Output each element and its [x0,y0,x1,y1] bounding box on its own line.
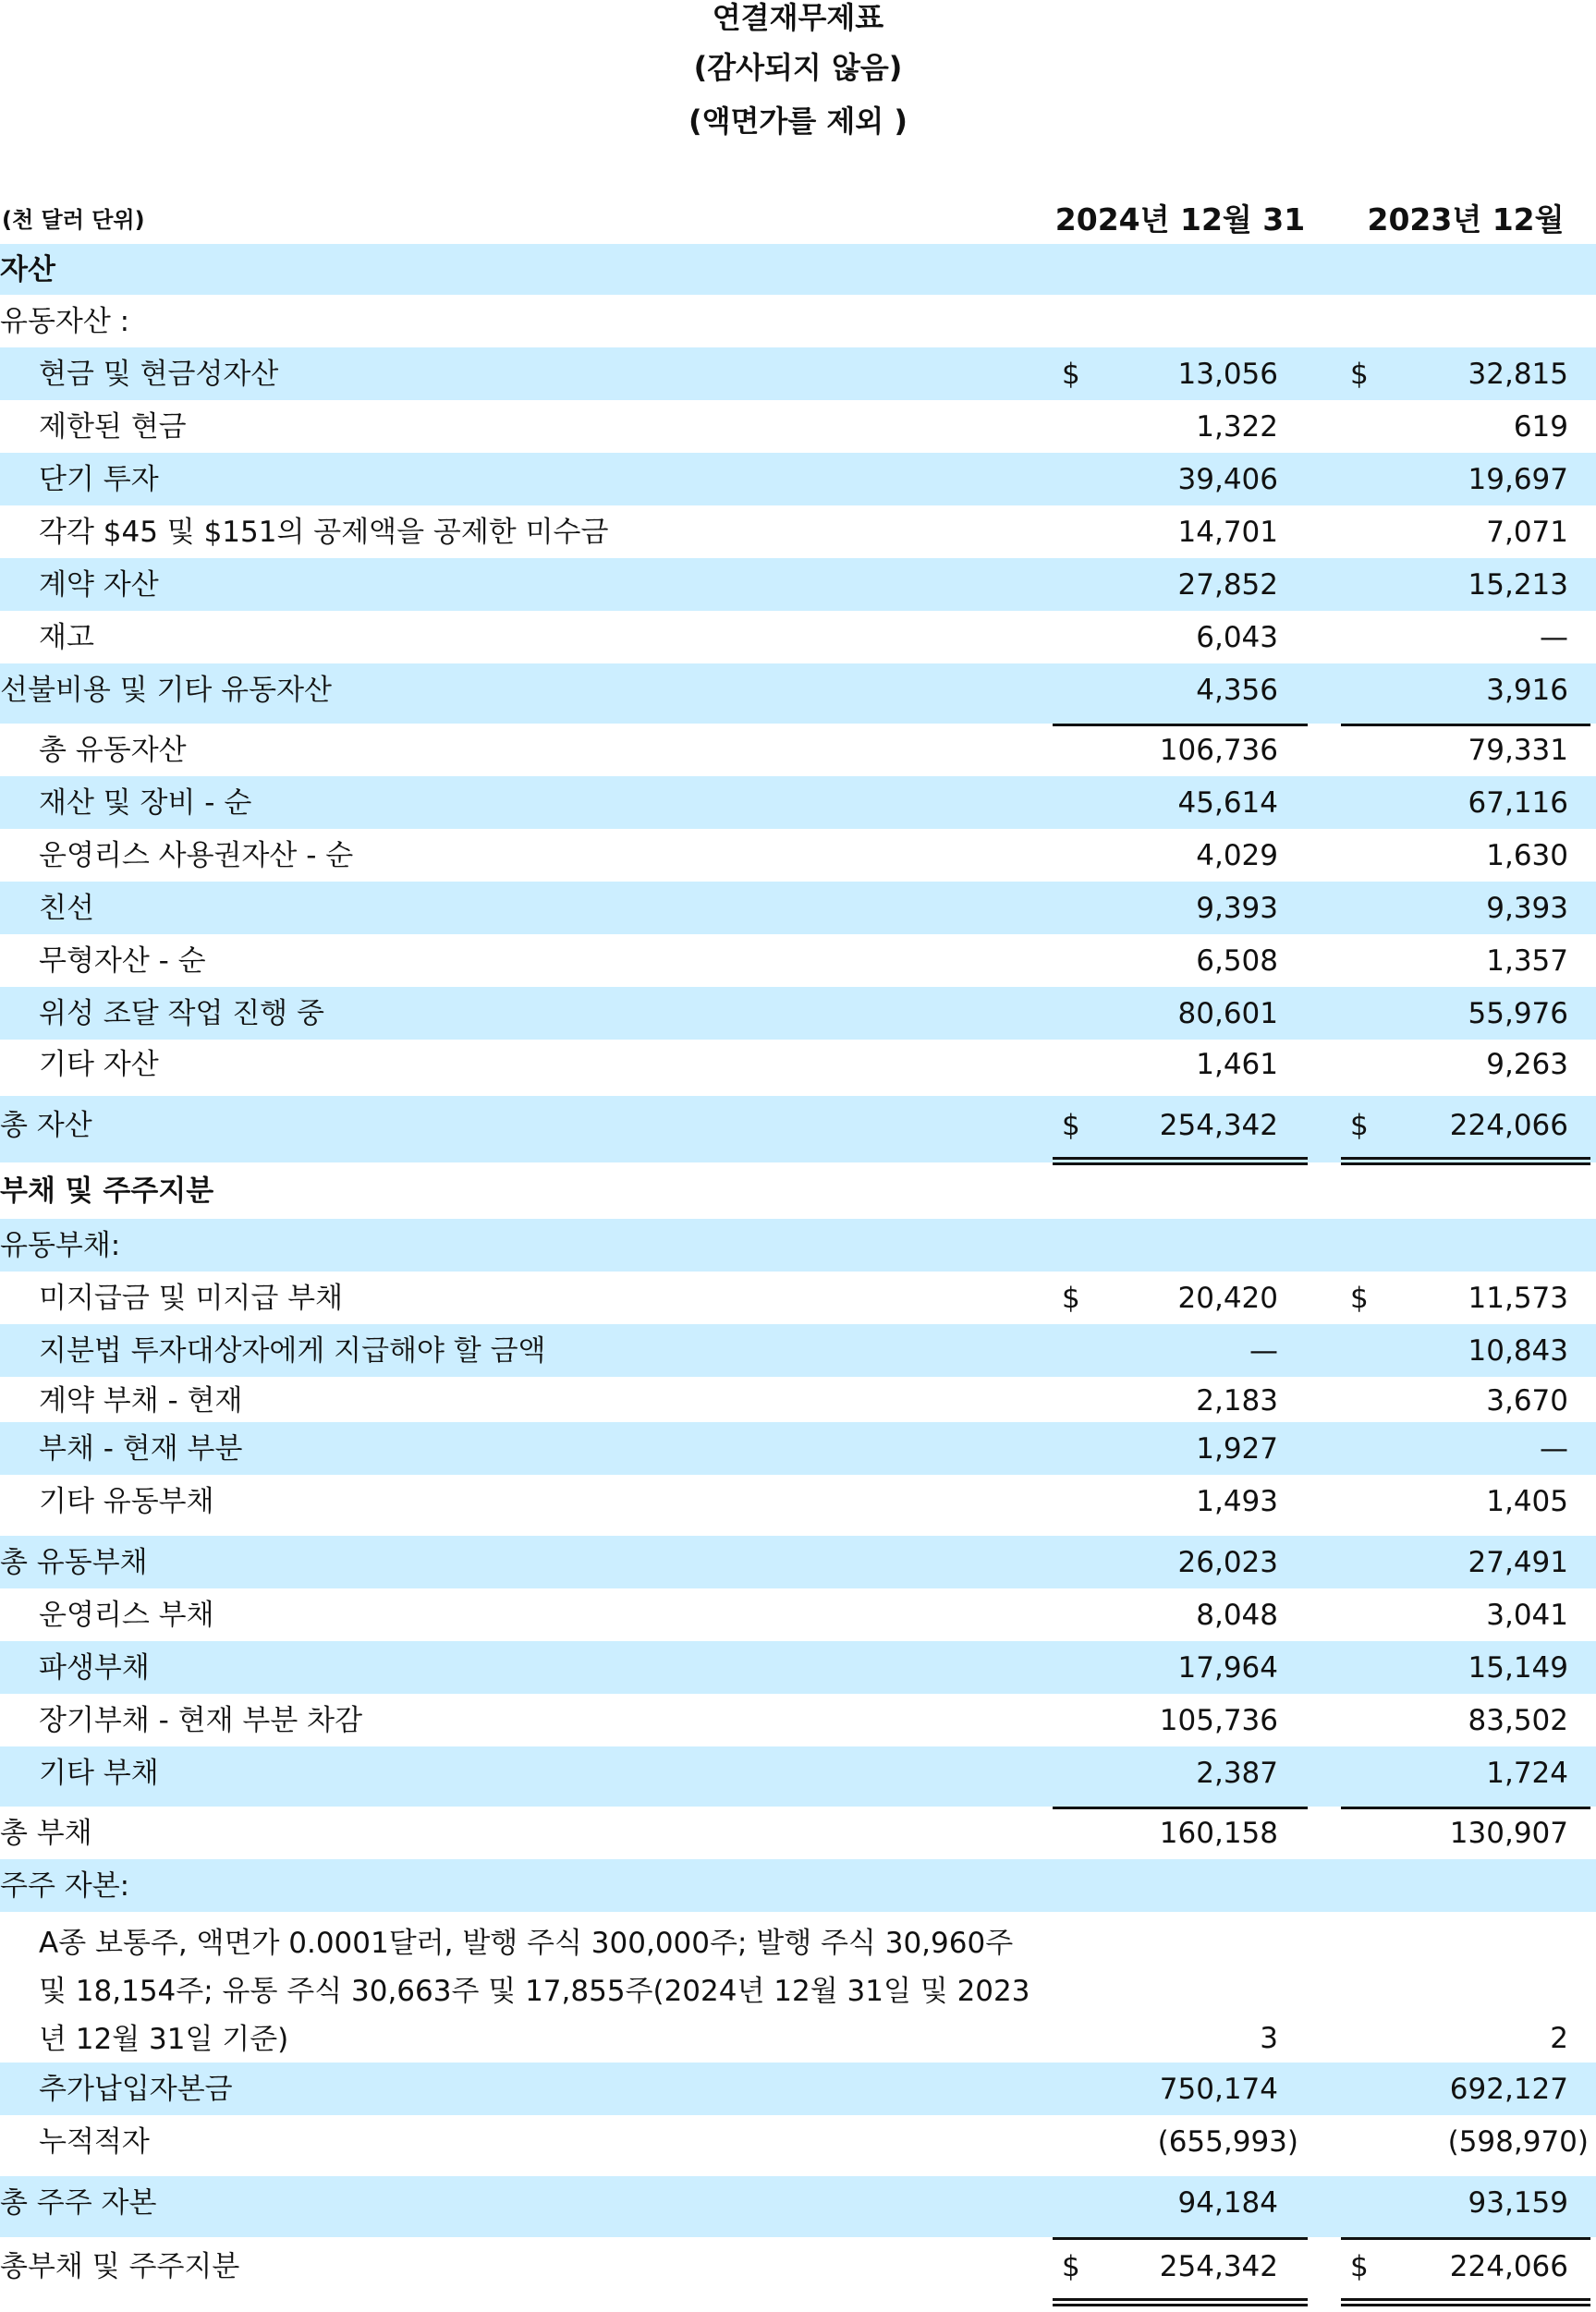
table-row [0,295,1596,347]
table-row [0,2176,1596,2237]
value-2024: 6,043 [1196,620,1278,654]
table-row [0,987,1596,1040]
row-label: 선불비용 및 기타 유동자산 [0,673,332,707]
value-2024: 94,184 [1177,2186,1278,2220]
statement-note: (액면가를 제외 ) [688,103,908,139]
value-2024: 4,356 [1196,673,1278,707]
value-2023: 27,491 [1468,1545,1568,1579]
table-row [0,1536,1596,1588]
table-row [0,1272,1596,1324]
row-label: 부채 - 현재 부분 [39,1431,243,1466]
table-row [0,1096,1596,1162]
value-2023: 93,159 [1468,2186,1568,2220]
table-row [0,1588,1596,1641]
row-label: 총 부채 [0,1816,92,1850]
row-label: 현금 및 현금성자산 [39,357,279,391]
row-label: 유동부채: [0,1228,121,1262]
value-2024: 4,029 [1196,838,1278,872]
value-2023: 55,976 [1468,996,1568,1030]
table-row [0,882,1596,934]
value-2024: 27,852 [1177,567,1278,602]
row-label: 총부채 및 주주지분 [0,2250,240,2283]
row-label: 지분법 투자대상자에게 지급해야 할 금액 [39,1333,546,1368]
dollar-sign: $ [1350,1109,1369,1142]
row-label: 총 자산 [0,1109,92,1142]
column-header-2024: 2024년 12월 31 [1053,196,1308,293]
dollar-sign: $ [1062,1109,1080,1142]
value-2023: 15,149 [1468,1650,1568,1685]
row-label: 제한된 현금 [39,409,187,444]
row-label: 계약 자산 [39,567,159,602]
table-row [0,1040,1596,1096]
value-2023: 1,357 [1486,943,1568,978]
value-2023: 32,815 [1468,357,1568,391]
row-label: 기타 유동부채 [39,1485,214,1518]
value-2023: 1,630 [1486,838,1568,872]
row-label: 총 주주 자본 [0,2186,157,2220]
row-label: 기타 부채 [39,1756,159,1790]
value-2023: 692,127 [1449,2072,1568,2106]
row-label: 파생부채 [39,1650,150,1685]
statement-title: 연결재무제표 [712,0,884,35]
double-underline [1053,2298,1308,2306]
row-label: 계약 부채 - 현재 [39,1384,243,1418]
value-2024: 2,387 [1196,1756,1278,1790]
table-row [0,724,1596,776]
value-2023: 83,502 [1468,1703,1568,1737]
value-2024: 254,342 [1159,2250,1278,2283]
table-row [0,558,1596,611]
row-label: 유동자산 : [0,304,130,338]
table-row [0,1746,1596,1807]
value-2023: 7,071 [1486,515,1568,549]
table-row [0,829,1596,882]
value-2024: 1,322 [1196,409,1278,444]
value-2023: 10,843 [1468,1333,1568,1368]
row-label: 친선 [39,891,94,925]
value-2023: — [1540,1431,1568,1466]
value-2023: 11,573 [1468,1281,1568,1315]
value-2023: 1,724 [1486,1756,1568,1790]
row-label: 누적적자 [39,2125,150,2159]
table-row [0,611,1596,663]
value-2023: 79,331 [1468,733,1568,767]
row-label: 자산 [0,252,55,286]
table-row [0,505,1596,558]
value-2023: 130,907 [1449,1816,1568,1850]
row-label: 총 유동부채 [0,1545,148,1579]
table-row [0,1377,1596,1422]
row-label: 총 유동자산 [39,733,187,767]
table-row [0,1219,1596,1272]
value-2024: 254,342 [1159,1109,1278,1142]
value-2023: 9,393 [1486,891,1568,925]
value-2023: (598,970) [1447,2125,1589,2159]
value-2023: 67,116 [1468,785,1568,820]
value-2023: 3,916 [1486,673,1568,707]
table-row [0,1324,1596,1377]
table-row [0,347,1596,400]
table-row [0,1641,1596,1694]
value-2024: 2,183 [1196,1384,1278,1418]
row-label: 각각 $45 및 $151의 공제액을 공제한 미수금 [39,515,609,549]
value-2023: 9,263 [1486,1047,1568,1081]
table-row [0,776,1596,829]
dollar-sign: $ [1062,1281,1080,1315]
value-2024: 80,601 [1177,996,1278,1030]
table-row [0,1807,1596,1859]
value-2023: 15,213 [1468,567,1568,602]
table-row [0,453,1596,505]
table-row [0,934,1596,987]
row-label: 운영리스 부채 [39,1598,214,1632]
value-2024: 1,461 [1196,1047,1278,1081]
value-2024: 8,048 [1196,1598,1278,1632]
value-2024: 750,174 [1159,2072,1278,2106]
value-2024: 1,493 [1196,1485,1278,1518]
double-underline [1341,2298,1590,2306]
table-row [0,2115,1596,2176]
table-row [0,1162,1596,1219]
table-row [0,400,1596,453]
dollar-sign: $ [1062,2250,1080,2283]
value-2023: 224,066 [1449,2250,1568,2283]
value-2024: 20,420 [1177,1281,1278,1315]
dollar-sign: $ [1350,2250,1369,2283]
value-2023: 2 [1550,2022,1568,2055]
value-2023: 1,405 [1486,1485,1568,1518]
dollar-sign: $ [1350,357,1369,391]
value-2023: 19,697 [1468,462,1568,496]
row-label: 재고 [39,620,94,654]
row-label: 추가납입자본금 [39,2072,233,2106]
row-label: 미지급금 및 미지급 부채 [39,1281,344,1315]
dollar-sign: $ [1350,1281,1369,1315]
value-2024: 106,736 [1159,733,1278,767]
table-row [0,663,1596,724]
row-label: 부채 및 주주지분 [0,1174,214,1208]
value-2023: — [1540,620,1568,654]
value-2024: 14,701 [1177,515,1278,549]
value-2023: 619 [1513,409,1568,444]
row-label: A종 보통주, 액면가 0.0001달러, 발행 주식 300,000주; 발행 주식 30,960주 및 18,154주; 유통 주식 30,663주 및 17,855주(2024년 12월 31일 및 2023년 12월 31일 기준) [39,1927,1030,2056]
table-row [0,244,1596,295]
statement-subtitle: (감사되지 않음) [693,50,903,85]
value-2023: 224,066 [1449,1109,1568,1142]
row-label: 장기부채 - 현재 부분 차감 [39,1703,363,1737]
unit-label: (천 달러 단위) [2,207,145,233]
row-label: 기타 자산 [39,1047,159,1081]
value-2024: 6,508 [1196,943,1278,978]
value-2023: 3,670 [1486,1384,1568,1418]
table-row [0,1422,1596,1475]
table-row [0,1475,1596,1536]
row-label: 운영리스 사용권자산 - 순 [39,838,354,872]
table-row [0,2237,1596,2304]
value-2024: (655,993) [1157,2125,1298,2159]
dollar-sign: $ [1062,357,1080,391]
value-2024: 1,927 [1196,1431,1278,1466]
table-row [0,2063,1596,2115]
column-header-2023: 2023년 12월 [1341,196,1590,293]
value-2023: 3,041 [1486,1598,1568,1632]
value-2024: 160,158 [1159,1816,1278,1850]
value-2024: 45,614 [1177,785,1278,820]
value-2024: 26,023 [1177,1545,1278,1579]
value-2024: 3 [1260,2022,1278,2055]
value-2024: 105,736 [1159,1703,1278,1737]
value-2024: — [1249,1333,1278,1368]
table-row [0,1694,1596,1746]
row-label: 무형자산 - 순 [39,943,206,978]
value-2024: 39,406 [1177,462,1278,496]
value-2024: 13,056 [1177,357,1278,391]
row-label: 단기 투자 [39,462,159,496]
table-row [0,1859,1596,1912]
row-label: 위성 조달 작업 진행 중 [39,996,324,1030]
row-label: 주주 자본: [0,1868,130,1903]
value-2024: 9,393 [1196,891,1278,925]
value-2024: 17,964 [1177,1650,1278,1685]
row-label: 재산 및 장비 - 순 [39,785,252,820]
table-row [0,1912,1596,2063]
